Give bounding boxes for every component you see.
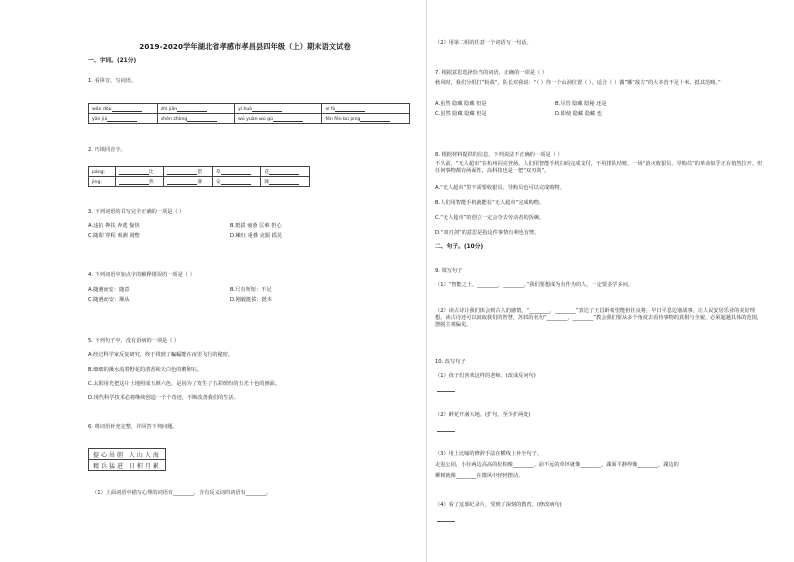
q10-label: 10. 改写句子	[435, 359, 466, 365]
q6-sub1: （1）上面词语中描写心理的词语有________，含有反义词的词语有________。	[92, 490, 272, 496]
q3-label: 3. 下列词语的书写完全正确的一项是（ ）	[88, 209, 185, 215]
pinyin-cell: wǎn dòu	[89, 104, 158, 114]
q7-option-a[interactable]: A.虽然 隐藏 隐藏 但是	[435, 101, 487, 107]
q4-option-d[interactable]: D.刚毅挺拔：挺本	[230, 297, 272, 303]
q8-passage: 不久前，“无人超市”在杭州闪亮登场。人们用智能手机扫码完成支付，不用排队结账。一场“消灭收银员、导购员”的革命似乎正在悄然拉开。但任何事物都有两面性，高科技也是一把“双刃剑”。	[435, 161, 763, 174]
q10-sentence-3b: 走进公园，小径两边高高的松柏像________。前不远的草坪就像________。湖面平静得像________，湖边的	[435, 462, 679, 468]
q4-option-b[interactable]: B.尺有所短：不足	[230, 287, 272, 293]
pinyin-table	[88, 103, 410, 124]
q3-option-c[interactable]: C.随即 穿程 观测 调整	[88, 233, 140, 239]
q7-stem: 秋风时，我们分组打“粉战”，队长对我说：“（ ）你一个山洞位置（ ），适合（ ）偶”哪“敌方”的大本营不足十米，抵其范畴。”	[435, 80, 721, 86]
section-1-heading: 一、字词。(21分)	[88, 58, 137, 64]
q5-option-a[interactable]: A.经过科学家反复研究，终于找到了蝙蝠能在夜里飞行的秘密。	[88, 352, 234, 358]
q4-label: 4. 下列词语中加点字的解释错误的一项是（ ）	[88, 272, 195, 278]
idiom-row: 精兵猛进 日积月累	[89, 460, 166, 471]
q3-option-b[interactable]: B.挺拔 疲惫 匡难 担心	[230, 223, 282, 229]
q4-option-a[interactable]: A.随遇而安：随意	[88, 287, 130, 293]
left-column	[80, 0, 410, 562]
q9-label: 9. 填写句子	[435, 268, 463, 274]
answer-line[interactable]	[437, 430, 455, 432]
right-column	[426, 0, 775, 562]
q5-label: 5. 下列句子中，没有语病的一项是（ ）	[88, 338, 180, 344]
exam-title: 2019-2020学年湖北省孝感市孝昌县四年级（上）期末语文试卷	[139, 42, 351, 51]
q8-option-d[interactable]: D.“双刃剑”的意思是指这件事情有利也有弊。	[435, 230, 540, 236]
q7-option-c[interactable]: C.虽然 隐藏 隐藏 但是	[435, 111, 487, 117]
q1-label: 1. 看拼音，写词语。	[88, 78, 137, 84]
q6-sub2: （2）用第二组的任意一个词语写一句话。	[435, 40, 532, 46]
pinyin-cell: xì fù	[322, 104, 410, 114]
q8-option-c[interactable]: C.“无人超市”的创立一定会夺去劳动者的饭碗。	[435, 215, 545, 221]
answer-line[interactable]	[437, 520, 455, 522]
q3-option-a[interactable]: A.违抗 搀扶 奔逃 愉快	[88, 223, 140, 229]
answer-line[interactable]	[437, 390, 455, 392]
q5-option-d[interactable]: D.现代科学技术必将继续创造一个个奇迹，不断改善我们的生活。	[88, 395, 239, 401]
pinyin-cell: shēn zhòng	[157, 114, 234, 124]
q9-sentence-2: （2）读古诗让我们体会到古人的感情，“________，________”表达了王昌龄希望能担任良将，早日平息边塞战事，让人民安居乐业的美好理想。读古诗还可以汲取我们的智慧，苏轼的名句“________，________”教会我们要从多个角度去看待事物的真相与全貌，必须超越具体的范围，摆脱主观偏见。	[435, 308, 763, 328]
pinyin-cell: yí huò	[235, 104, 322, 114]
q5-option-b[interactable]: B.细细的溪水流着野花的清香和天白色的鹅卵石。	[88, 367, 203, 373]
q10-sentence-3: （3）用上比喻的修辞手法在横线上补全句子。	[435, 451, 543, 457]
q4-option-c[interactable]: C.随遇而安：顺从	[88, 297, 130, 303]
q2-label: 2. 巧填同音字。	[88, 147, 126, 153]
q10-sentence-1: （1）孩子们喜欢这样的老师。(改成反问句)	[435, 373, 536, 379]
section-2-heading: 二、句子。(10分)	[435, 244, 484, 250]
q6-label: 6. 将词语补充完整，并回答下列问题。	[88, 424, 178, 430]
q7-option-d[interactable]: D.即使 隐藏 隐藏 也	[555, 111, 602, 117]
homophone-table: páng： 比 借 草 花 jìng： 然 赛 安 降	[88, 166, 310, 187]
pinyin-cell: fēn fēn bù píng	[322, 114, 410, 124]
q7-label: 7. 根据意思选择恰当的词语，正确的一项是（ ）	[435, 70, 547, 76]
q5-option-c[interactable]: C.太阳用光把这片土地照成五颜六色，是因为了发生了五彩缤纷的五光十色的画面。	[88, 381, 281, 387]
pinyin-cell: zhì jiān	[157, 104, 234, 114]
q8-option-b[interactable]: B.人们用智能手机就能在“无人超市”完成购物。	[435, 200, 545, 206]
idiom-table	[88, 448, 166, 471]
idiom-row: 提心吊胆 人山人海	[89, 449, 166, 460]
q10-sentence-4: （4）看了这部纪录片，受到了深刻的教育。(修改病句)	[435, 502, 562, 508]
q3-option-d[interactable]: D.嫩红 重叠 克服 摇晃	[230, 233, 283, 239]
q9-sentence-1: （1）“智能之士，________，________。”我们要想成为有作为的人，一定要多学多问。	[435, 282, 634, 288]
q8-option-a[interactable]: A.“无人超市”里不需要收银员、导购员也可以完成购物。	[435, 185, 565, 191]
q8-label: 8. 根据材料提供的信息，下列说法不正确的一项是（ ）	[435, 152, 563, 158]
q10-sentence-3c: 柳树就像________在微风中轻轻摆动。	[435, 473, 524, 479]
q7-option-b[interactable]: B.尽管 隐藏 隐秘 还是	[555, 101, 607, 107]
pinyin-cell: wú yuàn wú gù	[235, 114, 322, 124]
pinyin-cell: yān jiǔ	[89, 114, 158, 124]
q10-sentence-2: （2）鲜花开满大地。(扩句，至少扩两处)	[435, 412, 531, 418]
